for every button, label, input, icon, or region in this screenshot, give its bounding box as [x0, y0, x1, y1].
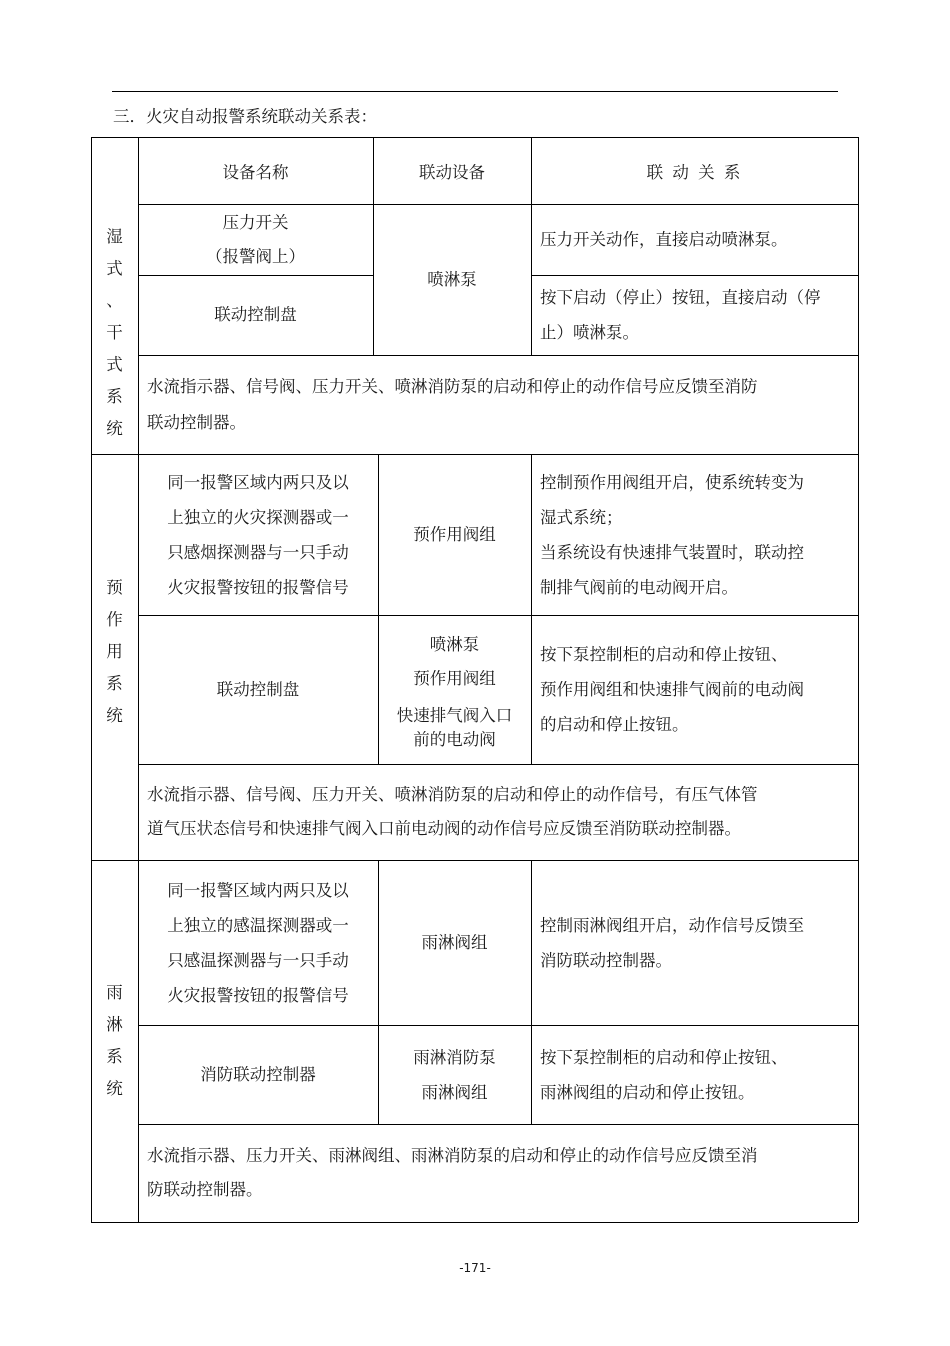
system-char: 、	[106, 291, 123, 310]
feedback-line: 水流指示器、信号阀、压力开关、喷淋消防泵的启动和停止的动作信号应反馈至消防	[147, 376, 758, 396]
system-char: 式	[106, 355, 123, 374]
linked-line: 快速排气阀入口	[396, 705, 513, 725]
linked-line: 喷淋泵	[427, 269, 477, 289]
device-line: 联动控制盘	[214, 305, 297, 324]
relation-line: 控制预作用阀组开启，使系统转变为	[540, 472, 804, 492]
relation-line: 的启动和停止按钮。	[540, 715, 689, 734]
feedback-line: 防联动控制器。	[147, 1180, 263, 1199]
system-char: 统	[106, 419, 123, 438]
system-label-deluge	[91, 860, 138, 1222]
system-label-pre-action	[91, 454, 138, 860]
device-cell	[138, 204, 373, 275]
system-char: 系	[106, 674, 123, 693]
header-relation: 联 动 关 系	[646, 162, 743, 182]
feedback-line: 道气压状态信号和快速排气阀入口前电动阀的动作信号应反馈至消防联动控制器。	[147, 819, 741, 838]
device-line: 压力开关	[222, 212, 289, 232]
relation-cell	[531, 275, 858, 355]
system-char: 干	[106, 323, 123, 342]
device-line: 火灾报警按钮的报警信号	[167, 985, 349, 1005]
system-char: 预	[106, 578, 123, 597]
header-linked-device: 联动设备	[419, 162, 485, 182]
device-line: 同一报警区域内两只及以	[167, 880, 349, 900]
feedback-line: 联动控制器。	[147, 412, 246, 432]
relation-cell	[531, 454, 858, 615]
relation-line: 制排气阀前的电动阀开启。	[540, 577, 738, 597]
linked-line: 雨淋阀组	[421, 932, 488, 952]
relation-line: 消防联动控制器。	[540, 950, 672, 970]
linked-line: 雨淋消防泵	[413, 1047, 496, 1067]
header-rule	[112, 91, 838, 92]
system-char: 系	[106, 387, 123, 406]
relation-line: 雨淋阀组的启动和停止按钮。	[540, 1082, 755, 1102]
relation-line: 预作用阀组和快速排气阀前的电动阀	[540, 680, 804, 699]
linked-line: 雨淋阀组	[421, 1082, 488, 1102]
feedback-cell	[138, 764, 858, 860]
device-cell	[138, 1025, 378, 1124]
device-cell	[138, 860, 378, 1025]
device-line: 同一报警区域内两只及以	[167, 472, 349, 492]
relation-line: 按下泵控制柜的启动和停止按钮、	[540, 1047, 788, 1067]
section-heading: 三．火灾自动报警系统联动关系表：	[113, 107, 377, 126]
linked-device-cell	[378, 1025, 531, 1124]
linked-device-cell	[378, 615, 531, 764]
device-line: 只感温探测器与一只手动	[167, 950, 349, 970]
relation-line: 按下泵控制柜的启动和停止按钮、	[540, 645, 788, 664]
system-char: 作	[106, 610, 123, 629]
device-cell	[138, 615, 378, 764]
feedback-line: 水流指示器、信号阀、压力开关、喷淋消防泵的启动和停止的动作信号，有压气体管	[147, 785, 758, 804]
device-cell	[138, 454, 378, 615]
device-cell	[138, 275, 373, 355]
table-border-right	[858, 137, 859, 1222]
device-line: 只感烟探测器与一只手动	[167, 542, 349, 562]
relation-line: 止）喷淋泵。	[540, 323, 639, 342]
linked-device-cell	[378, 860, 531, 1025]
device-line: 上独立的火灾探测器或一	[167, 507, 349, 527]
system-char: 用	[106, 642, 123, 661]
page-number: -171-	[459, 1261, 491, 1275]
feedback-cell	[138, 1124, 858, 1222]
system-char: 系	[106, 1047, 123, 1066]
linked-device-cell	[373, 204, 531, 355]
relation-line: 按下启动（停止）按钮，直接启动（停	[540, 288, 821, 307]
system-char: 统	[106, 706, 123, 725]
device-line: （报警阀上）	[206, 246, 305, 266]
linked-line: 前的电动阀	[413, 729, 496, 749]
relation-line: 当系统设有快速排气装置时，联动控	[540, 542, 804, 562]
relation-line: 湿式系统；	[540, 507, 623, 527]
linked-line: 预作用阀组	[413, 668, 496, 688]
relation-cell	[531, 615, 858, 764]
device-line: 消防联动控制器	[200, 1064, 316, 1084]
header-device-name: 设备名称	[222, 162, 289, 182]
relation-line: 压力开关动作，直接启动喷淋泵。	[540, 229, 788, 249]
relation-line: 控制雨淋阀组开启，动作信号反馈至	[540, 915, 804, 935]
device-line: 联动控制盘	[216, 679, 300, 699]
feedback-line: 水流指示器、压力开关、雨淋阀组、雨淋消防泵的启动和停止的动作信号应反馈至消	[147, 1146, 758, 1165]
system-char: 淋	[106, 1015, 123, 1034]
feedback-cell	[138, 355, 858, 454]
relation-cell	[531, 204, 858, 275]
device-line: 火灾报警按钮的报警信号	[167, 577, 349, 597]
linked-line: 喷淋泵	[429, 634, 480, 654]
relation-cell	[531, 1025, 858, 1124]
system-char: 统	[106, 1079, 123, 1098]
system-char: 式	[106, 259, 123, 278]
relation-cell	[531, 860, 858, 1025]
table-border-bottom	[91, 1222, 858, 1223]
system-label-wet-dry	[91, 204, 138, 454]
linked-line: 预作用阀组	[413, 524, 496, 544]
system-char: 雨	[106, 983, 123, 1002]
system-char: 湿	[106, 227, 123, 246]
linked-device-cell	[378, 454, 531, 615]
device-line: 上独立的感温探测器或一	[167, 915, 349, 935]
